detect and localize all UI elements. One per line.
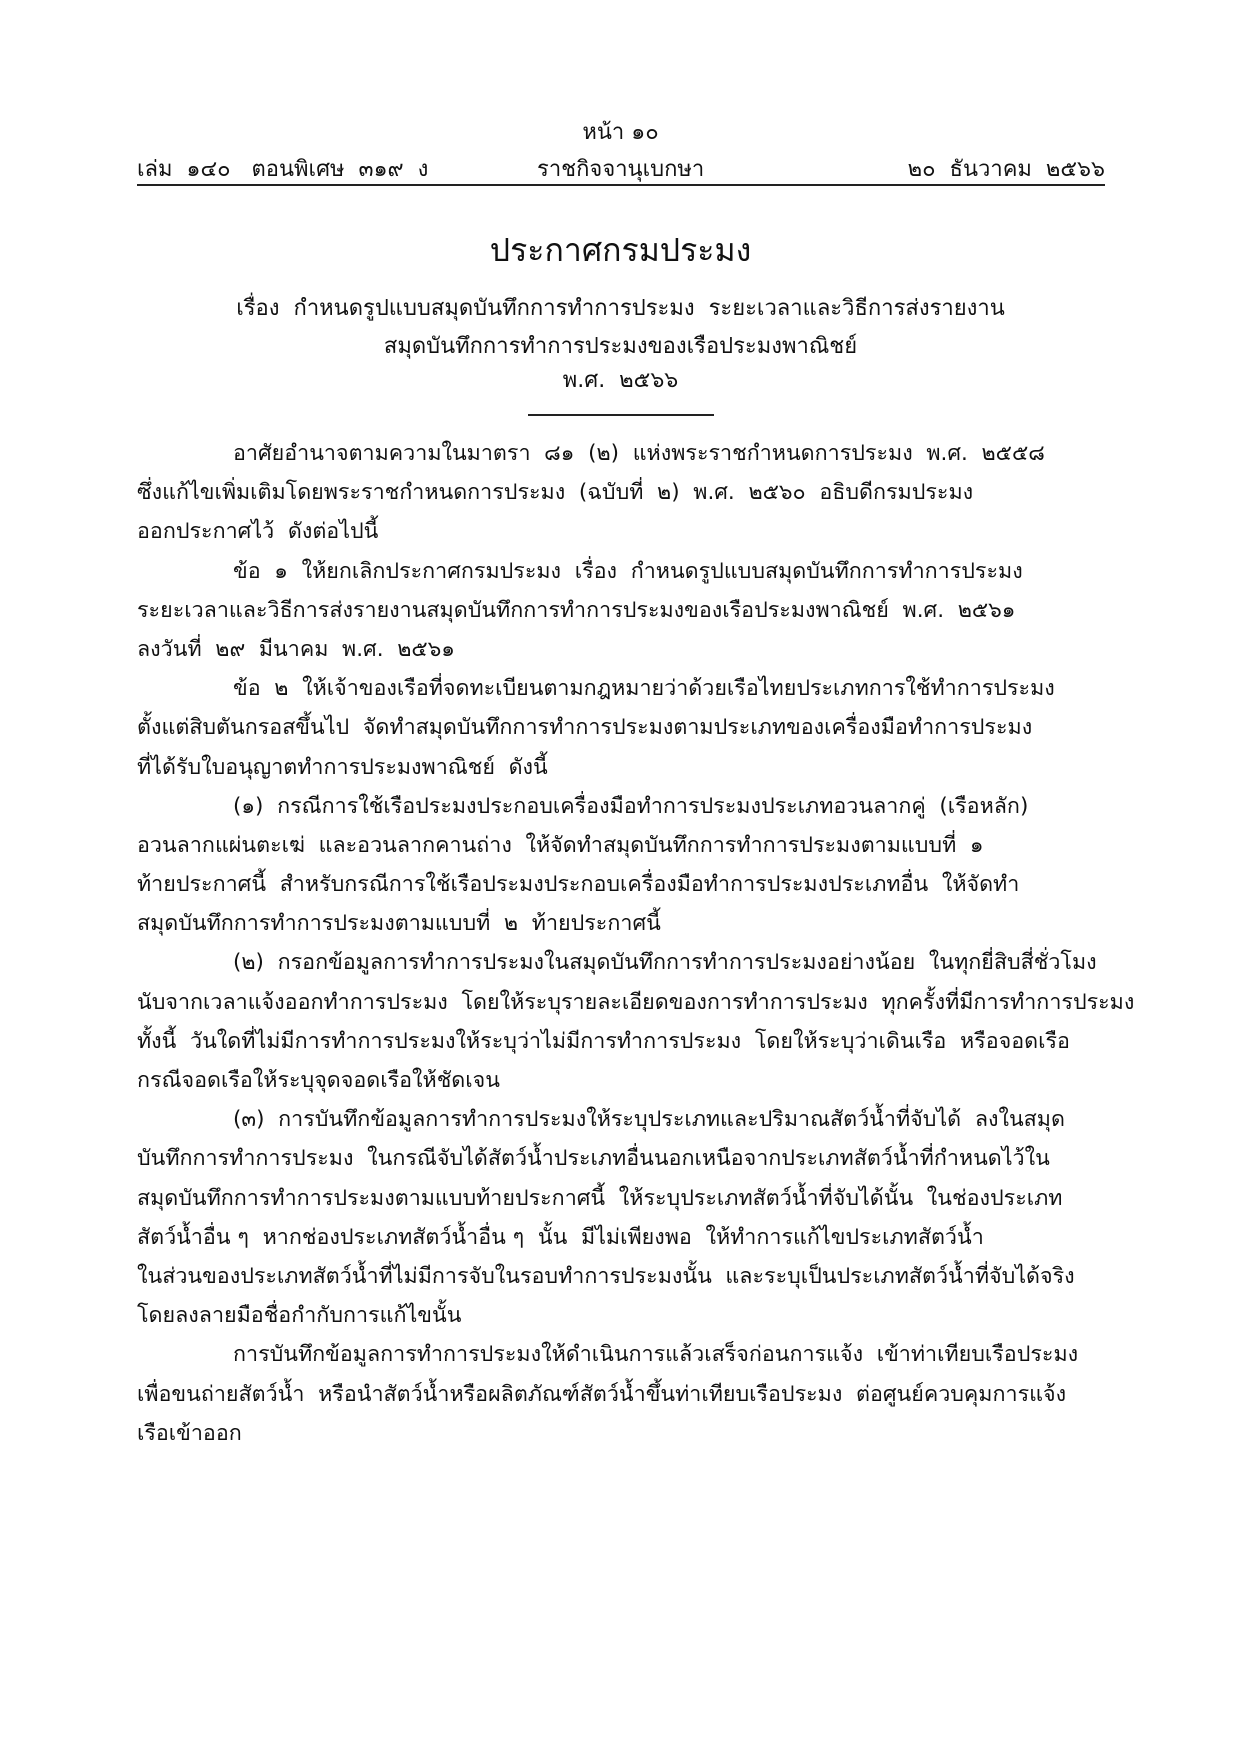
subject-line-2: สมุดบันทึกการทำการประมงของเรือประมงพาณิชย์	[383, 334, 858, 359]
paragraph-line: ออกประกาศไว้ ดังต่อไปนี้	[137, 519, 379, 545]
paragraph-line: โดยลงลายมือชื่อกำกับการแก้ไขนั้น	[137, 1303, 462, 1329]
publication-name: ราชกิจจานุเบกษา	[537, 157, 705, 182]
paragraph-line: นับจากเวลาแจ้งออกทำการประมง โดยให้ระบุรายละเอียดของการทำการประมง ทุกครั้งที่มีการทำการประมง	[137, 989, 1135, 1015]
document-body	[137, 434, 1135, 1453]
paragraph-line: ลงวันที่ ๒๙ มีนาคม พ.ศ. ๒๕๖๑	[137, 636, 455, 662]
paragraph-line: (๑) กรณีการใช้เรือประมงประกอบเครื่องมือทำการประมงประเภทอวนลากคู่ (เรือหลัก)	[233, 793, 1029, 819]
publication-date: ๒๐ ธันวาคม ๒๕๖๖	[907, 157, 1105, 182]
paragraph-line: ข้อ ๑ ให้ยกเลิกประกาศกรมประมง เรื่อง กำหนดรูปแบบสมุดบันทึกการทำการประมง	[233, 558, 1023, 584]
paragraph-line: อาศัยอำนาจตามความในมาตรา ๘๑ (๒) แห่งพระราชกำหนดการประมง พ.ศ. ๒๕๕๘	[233, 441, 1045, 466]
volume-issue: เล่ม ๑๔๐ ตอนพิเศษ ๓๑๙ ง	[137, 157, 429, 182]
paragraph-line: เพื่อขนถ่ายสัตว์น้ำ หรือนำสัตว์น้ำหรือผลิตภัณฑ์สัตว์น้ำขึ้นท่าเทียบเรือประมง ต่อศูนย์ควบคุมการแจ้ง	[137, 1381, 1067, 1407]
paragraph-line: (๓) การบันทึกข้อมูลการทำการประมงให้ระบุประเภทและปริมาณสัตว์น้ำที่จับได้ ลงในสมุด	[233, 1107, 1065, 1133]
paragraph-line: การบันทึกข้อมูลการทำการประมงให้ดำเนินการแล้วเสร็จก่อนการแจ้ง เข้าท่าเทียบเรือประมง	[233, 1342, 1079, 1368]
paragraph-line: กรณีจอดเรือให้ระบุจุดจอดเรือให้ชัดเจน	[137, 1068, 500, 1093]
title-divider	[528, 414, 714, 416]
paragraph-line: สมุดบันทึกการทำการประมงตามแบบท้ายประกาศนี้ ให้ระบุประเภทสัตว์น้ำที่จับได้นั้น ในช่องประเภท	[137, 1185, 1063, 1211]
paragraph-line: ทั้งนี้ วันใดที่ไม่มีการทำการประมงให้ระบุว่าไม่มีการทำการประมง โดยให้ระบุว่าเดินเรือ หรือจอดเรือ	[137, 1028, 1070, 1054]
paragraph-line: อวนลากแผ่นตะเฆ่ และอวนลากคานถ่าง ให้จัดทำสมุดบันทึกการทำการประมงตามแบบที่ ๑	[137, 832, 984, 858]
document-title: ประกาศกรมประมง	[489, 231, 752, 269]
paragraph-line: ในส่วนของประเภทสัตว์น้ำที่ไม่มีการจับในรอบทำการประมงนั้น และระบุเป็นประเภทสัตว์น้ำที่จับได้จริง	[137, 1263, 1075, 1289]
paragraph-line: สัตว์น้ำอื่น ๆ หากช่องประเภทสัตว์น้ำอื่น ๆ นั้น มีไม่เพียงพอ ให้ทำการแก้ไขประเภทสัตว์น้ำ	[137, 1224, 984, 1250]
paragraph-line: สมุดบันทึกการทำการประมงตามแบบที่ ๒ ท้ายประกาศนี้	[137, 911, 661, 937]
paragraph-line: ท้ายประกาศนี้ สำหรับกรณีการใช้เรือประมงประกอบเครื่องมือทำการประมงประเภทอื่น ให้จัดทำ	[137, 872, 1020, 898]
paragraph-line: ซึ่งแก้ไขเพิ่มเติมโดยพระราชกำหนดการประมง (ฉบับที่ ๒) พ.ศ. ๒๕๖๐ อธิบดีกรมประมง	[137, 480, 974, 506]
header-rule	[137, 184, 1105, 186]
paragraph-line: เรือเข้าออก	[137, 1420, 242, 1446]
page-number: หน้า ๑๐	[582, 120, 659, 145]
paragraph-line: บันทึกการทำการประมง ในกรณีจับได้สัตว์น้ำประเภทอื่นนอกเหนือจากประเภทสัตว์น้ำที่กำหนดไว้ใน	[137, 1146, 1050, 1172]
gazette-header	[137, 155, 1105, 185]
document-subject	[0, 290, 1241, 366]
paragraph-line: ข้อ ๒ ให้เจ้าของเรือที่จดทะเบียนตามกฎหมายว่าด้วยเรือไทยประเภทการใช้ทำการประมง	[233, 676, 1055, 702]
document-year: พ.ศ. ๒๕๖๖	[562, 368, 679, 393]
paragraph-line: ตั้งแต่สิบตันกรอสขึ้นไป จัดทำสมุดบันทึกการทำการประมงตามประเภทของเครื่องมือทำการประมง	[137, 715, 1033, 741]
paragraph-line: (๒) กรอกข้อมูลการทำการประมงในสมุดบันทึกการทำการประมงอย่างน้อย ในทุกยี่สิบสี่ชั่วโมง	[233, 950, 1097, 976]
paragraph-line: ที่ได้รับใบอนุญาตทำการประมงพาณิชย์ ดังนี้	[137, 754, 548, 780]
paragraph-line: ระยะเวลาและวิธีการส่งรายงานสมุดบันทึกการทำการประมงของเรือประมงพาณิชย์ พ.ศ. ๒๕๖๑	[137, 597, 1016, 623]
subject-line-1: เรื่อง กำหนดรูปแบบสมุดบันทึกการทำการประมง ระยะเวลาและวิธีการส่งรายงาน	[236, 296, 1005, 321]
